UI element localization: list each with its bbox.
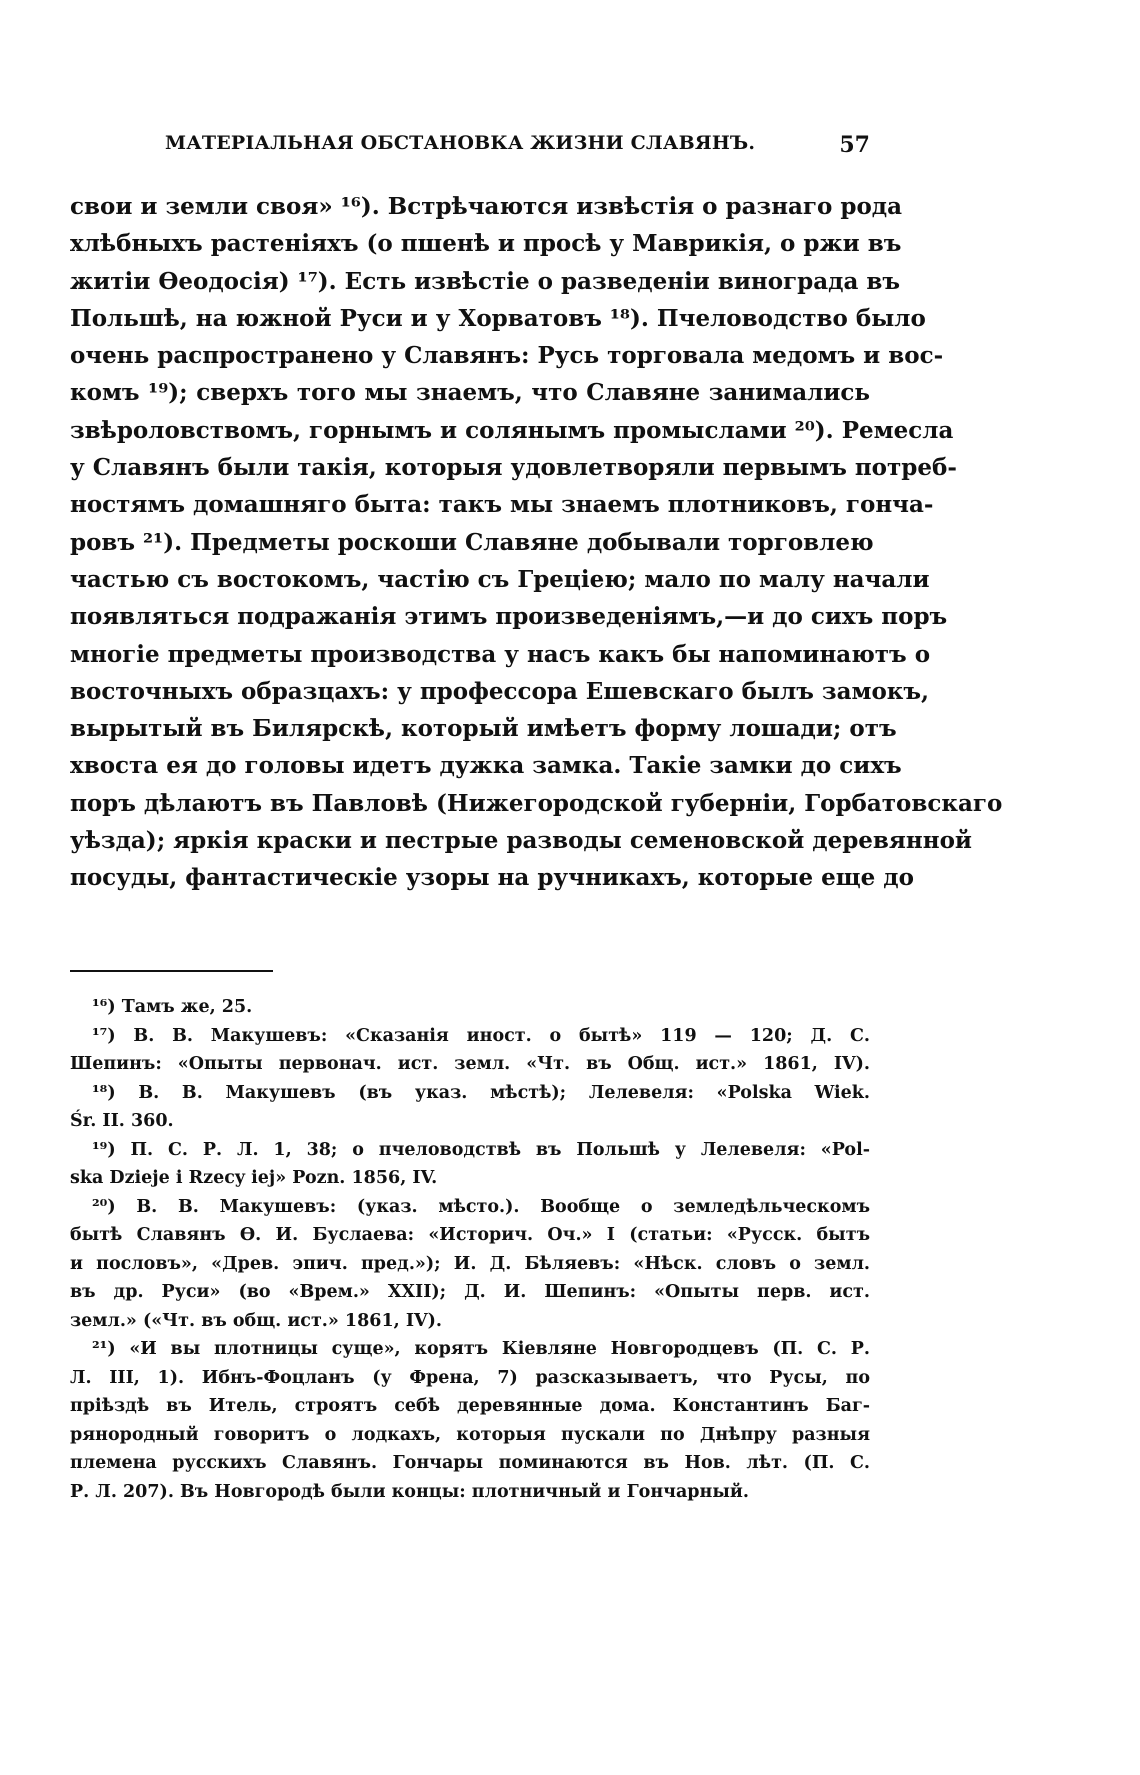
footnote-line: Śr. II. 360. — [70, 1111, 174, 1131]
text-line: поръ дѣлаютъ въ Павловѣ (Нижегородской губерніи, Горбатовскаго — [70, 789, 1003, 817]
footnote-line: Шепинъ: «Опыты первонач. ист. земл. «Чт. въ Общ. ист.» 1861, IV). — [70, 1054, 870, 1074]
text-line: вырытый въ Билярскѣ, который имѣетъ форму лошади; отъ — [70, 715, 897, 743]
footnote-line: ²⁰) В. В. Макушевъ: (указ. мѣсто.). Вообще о земледѣльческомъ — [92, 1196, 870, 1217]
footnote-line: бытѣ Славянъ Ѳ. И. Буслаева: «Историч. Оч.» I (статьи: «Русск. бытъ — [70, 1225, 870, 1245]
footnote-line: ²¹) «И вы плотницы суще», корятъ Кіевляне Новгородцевъ (П. С. Р. — [92, 1339, 870, 1359]
footnote-line: Л. III, 1). Ибнъ-Фоцланъ (у Френа, 7) разсказываетъ, что Русы, по — [70, 1367, 870, 1388]
footnote-line: ¹⁶) Тамъ же, 25. — [92, 997, 253, 1017]
footnote-line: племена русскихъ Славянъ. Гончары поминаются въ Нов. лѣт. (П. С. — [70, 1453, 870, 1473]
text-line: хвоста ея до головы идетъ дужка замка. Такіе замки до сихъ — [70, 752, 902, 780]
page-number: 57 — [839, 132, 870, 158]
footnote-divider — [70, 970, 273, 972]
text-line: Польшѣ, на южной Руси и у Хорватовъ ¹⁸). Пчеловодство было — [70, 304, 926, 332]
footnote-line: и пословъ», «Древ. эпич. пред.»); И. Д. Бѣляевъ: «Нѣск. словъ о земл. — [70, 1253, 870, 1274]
text-line: восточныхъ образцахъ: у профессора Ешевскаго былъ замокъ, — [70, 677, 930, 705]
footnote-line: ¹⁷) В. В. Макушевъ: «Сказанія иност. о бытѣ» 119 — 120; Д. С. — [92, 1025, 870, 1046]
footnote-line: ska Dzieje i Rzecy iej» Pozn. 1856, IV. — [70, 1168, 438, 1188]
text-line: ностямъ домашняго быта: такъ мы знаемъ плотниковъ, гонча- — [70, 491, 934, 519]
text-line: многіе предметы производства у насъ какъ бы напоминаютъ о — [70, 640, 931, 668]
text-line: посуды, фантастическіе узоры на ручникахъ, которые еще до — [70, 864, 914, 892]
footnote-line: Р. Л. 207). Въ Новгородѣ были концы: плотничный и Гончарный. — [70, 1481, 749, 1502]
running-title: МАТЕРІАЛЬНАЯ ОБСТАНОВКА ЖИЗНИ СЛАВЯНЪ. — [165, 132, 756, 154]
footnote-line: въ др. Руси» (во «Врем.» XXII); Д. И. Шепинъ: «Опыты перв. ист. — [70, 1282, 870, 1302]
footnote-line: земл.» («Чт. въ общ. ист.» 1861, IV). — [70, 1310, 442, 1331]
text-line: ровъ ²¹). Предметы роскоши Славяне добывали торговлею — [70, 528, 874, 556]
text-line: уѣзда); яркія краски и пестрые разводы семеновской деревянной — [70, 827, 972, 855]
text-line: хлѣбныхъ растеніяхъ (о пшенѣ и просѣ у Маврикія, о ржи въ — [70, 230, 902, 258]
footnote-line: пріѣздѣ въ Итель, строятъ себѣ деревянные дома. Константинъ Баг- — [70, 1396, 870, 1416]
text-line: частью съ востокомъ, частію съ Греціею; мало по малу начали — [70, 565, 930, 593]
text-line: свои и земли своя» ¹⁶). Встрѣчаются извѣстія о разнаго рода — [70, 193, 903, 220]
text-line: комъ ¹⁹); сверхъ того мы знаемъ, что Славяне занимались — [70, 379, 870, 407]
text-line: очень распространено у Славянъ: Русь торговала медомъ и вос- — [70, 342, 944, 370]
footnote-line: рянородный говоритъ о лодкахъ, которыя пускали по Днѣпру разныя — [70, 1424, 870, 1445]
text-line: звѣроловствомъ, горнымъ и солянымъ промыслами ²⁰). Ремесла — [70, 416, 954, 444]
text-line: у Славянъ были такія, которыя удовлетворяли первымъ потреб- — [70, 454, 957, 482]
main-text — [70, 188, 1003, 897]
footnote-line: ¹⁸) В. В. Макушевъ (въ указ. мѣстѣ); Лелевеля: «Polska Wiek. — [92, 1082, 870, 1103]
text-line: появляться подражанія этимъ произведеніямъ,—и до сихъ поръ — [70, 603, 948, 631]
text-line: житіи Ѳеодосія) ¹⁷). Есть извѣстіе о разведеніи винограда въ — [70, 267, 900, 295]
footnotes — [70, 993, 870, 1506]
footnote-line: ¹⁹) П. С. Р. Л. 1, 38; о пчеловодствѣ въ Польшѣ у Лелевеля: «Pol- — [92, 1139, 870, 1160]
